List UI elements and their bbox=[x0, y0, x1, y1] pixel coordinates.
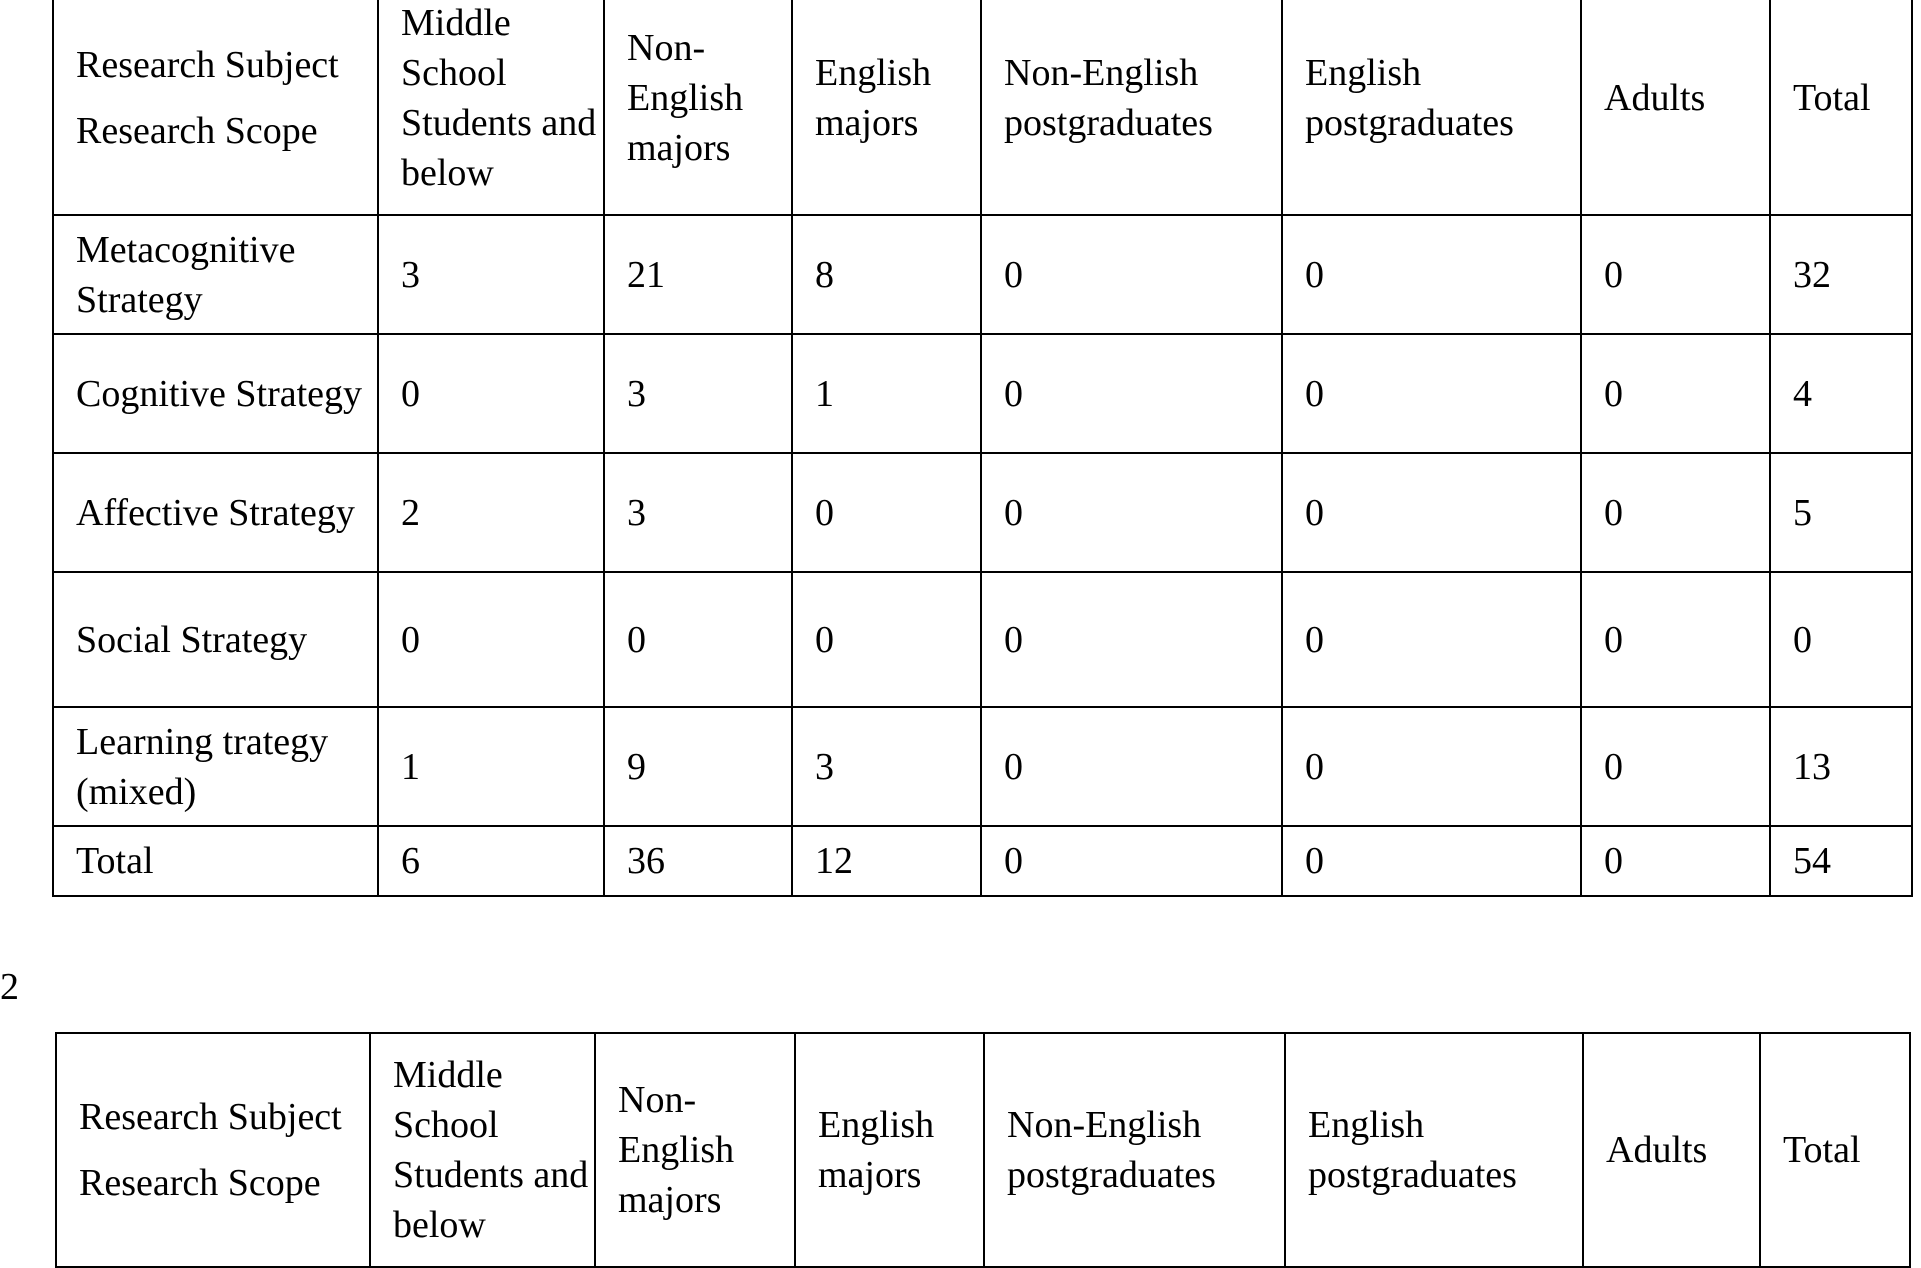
row-label: Cognitive Strategy bbox=[53, 334, 378, 453]
row-label: Social Strategy bbox=[53, 572, 378, 707]
row-label: Affective Strategy bbox=[53, 453, 378, 572]
table-cell: 21 bbox=[604, 215, 792, 334]
column-header: Non-English postgraduates bbox=[981, 0, 1282, 215]
column-header: Middle School Students and below bbox=[378, 0, 604, 215]
table-cell: 0 bbox=[981, 707, 1282, 826]
table-cell: 0 bbox=[1282, 707, 1581, 826]
table-cell: 6 bbox=[378, 826, 604, 896]
table-cell: 1 bbox=[792, 334, 981, 453]
table-cell: 13 bbox=[1770, 707, 1912, 826]
column-header: Total bbox=[1760, 1033, 1910, 1267]
header-row bbox=[53, 0, 1912, 215]
header-row bbox=[56, 1033, 1910, 1267]
table-cell: 3 bbox=[604, 334, 792, 453]
column-header: English majors bbox=[792, 0, 981, 215]
corner-header bbox=[56, 1033, 370, 1267]
table-cell: 0 bbox=[981, 334, 1282, 453]
table-label: 2 bbox=[0, 966, 19, 1008]
table-cell: 12 bbox=[792, 826, 981, 896]
table-cell: 54 bbox=[1770, 826, 1912, 896]
column-header: Non-English majors bbox=[595, 1033, 795, 1267]
table-row bbox=[53, 572, 1912, 707]
table-cell: 4 bbox=[1770, 334, 1912, 453]
strategy-table-1 bbox=[52, 0, 1913, 897]
table-cell: 0 bbox=[1282, 826, 1581, 896]
table-cell: 3 bbox=[792, 707, 981, 826]
table-cell: 2 bbox=[378, 453, 604, 572]
corner-subject: Research Subject bbox=[76, 44, 339, 86]
table-row bbox=[53, 707, 1912, 826]
corner-header bbox=[53, 0, 378, 215]
table-cell: 0 bbox=[792, 453, 981, 572]
column-header: Non-English majors bbox=[604, 0, 792, 215]
table-cell: 0 bbox=[1581, 572, 1770, 707]
row-label: Total bbox=[53, 826, 378, 896]
table-cell: 9 bbox=[604, 707, 792, 826]
column-header: Adults bbox=[1583, 1033, 1760, 1267]
column-header: English postgraduates bbox=[1282, 0, 1581, 215]
table-cell: 0 bbox=[792, 572, 981, 707]
table-cell: 36 bbox=[604, 826, 792, 896]
table-cell: 0 bbox=[981, 572, 1282, 707]
table-cell: 0 bbox=[1581, 707, 1770, 826]
column-header: Middle School Students and below bbox=[370, 1033, 595, 1267]
table-cell: 32 bbox=[1770, 215, 1912, 334]
row-label: Metacognitive Strategy bbox=[53, 215, 378, 334]
corner-subject: Research Subject bbox=[79, 1096, 342, 1138]
table-cell: 0 bbox=[981, 826, 1282, 896]
column-header: Adults bbox=[1581, 0, 1770, 215]
table-cell: 0 bbox=[1282, 215, 1581, 334]
table-cell: 0 bbox=[1282, 334, 1581, 453]
table-cell: 0 bbox=[1581, 453, 1770, 572]
table-cell: 0 bbox=[378, 334, 604, 453]
table-cell: 0 bbox=[1282, 572, 1581, 707]
row-label: Learning trategy (mixed) bbox=[53, 707, 378, 826]
table-cell: 3 bbox=[378, 215, 604, 334]
strategy-table-2 bbox=[55, 1032, 1911, 1268]
table-cell: 0 bbox=[981, 215, 1282, 334]
column-header: English postgraduates bbox=[1285, 1033, 1583, 1267]
table-row bbox=[53, 334, 1912, 453]
table-cell: 0 bbox=[1282, 453, 1581, 572]
table-cell: 3 bbox=[604, 453, 792, 572]
table-cell: 8 bbox=[792, 215, 981, 334]
table-cell: 0 bbox=[1770, 572, 1912, 707]
column-header: Total bbox=[1770, 0, 1912, 215]
table-cell: 1 bbox=[378, 707, 604, 826]
column-header: English majors bbox=[795, 1033, 984, 1267]
column-header: Non-English postgraduates bbox=[984, 1033, 1285, 1267]
table-row bbox=[53, 215, 1912, 334]
table-cell: 0 bbox=[378, 572, 604, 707]
table-cell: 0 bbox=[604, 572, 792, 707]
corner-scope: Research Scope bbox=[79, 1162, 321, 1204]
table-cell: 0 bbox=[1581, 215, 1770, 334]
table-cell: 0 bbox=[1581, 334, 1770, 453]
table-row bbox=[53, 453, 1912, 572]
table-cell: 0 bbox=[1581, 826, 1770, 896]
table-cell: 5 bbox=[1770, 453, 1912, 572]
table-cell: 0 bbox=[981, 453, 1282, 572]
corner-scope: Research Scope bbox=[76, 110, 318, 152]
table-row bbox=[53, 826, 1912, 896]
